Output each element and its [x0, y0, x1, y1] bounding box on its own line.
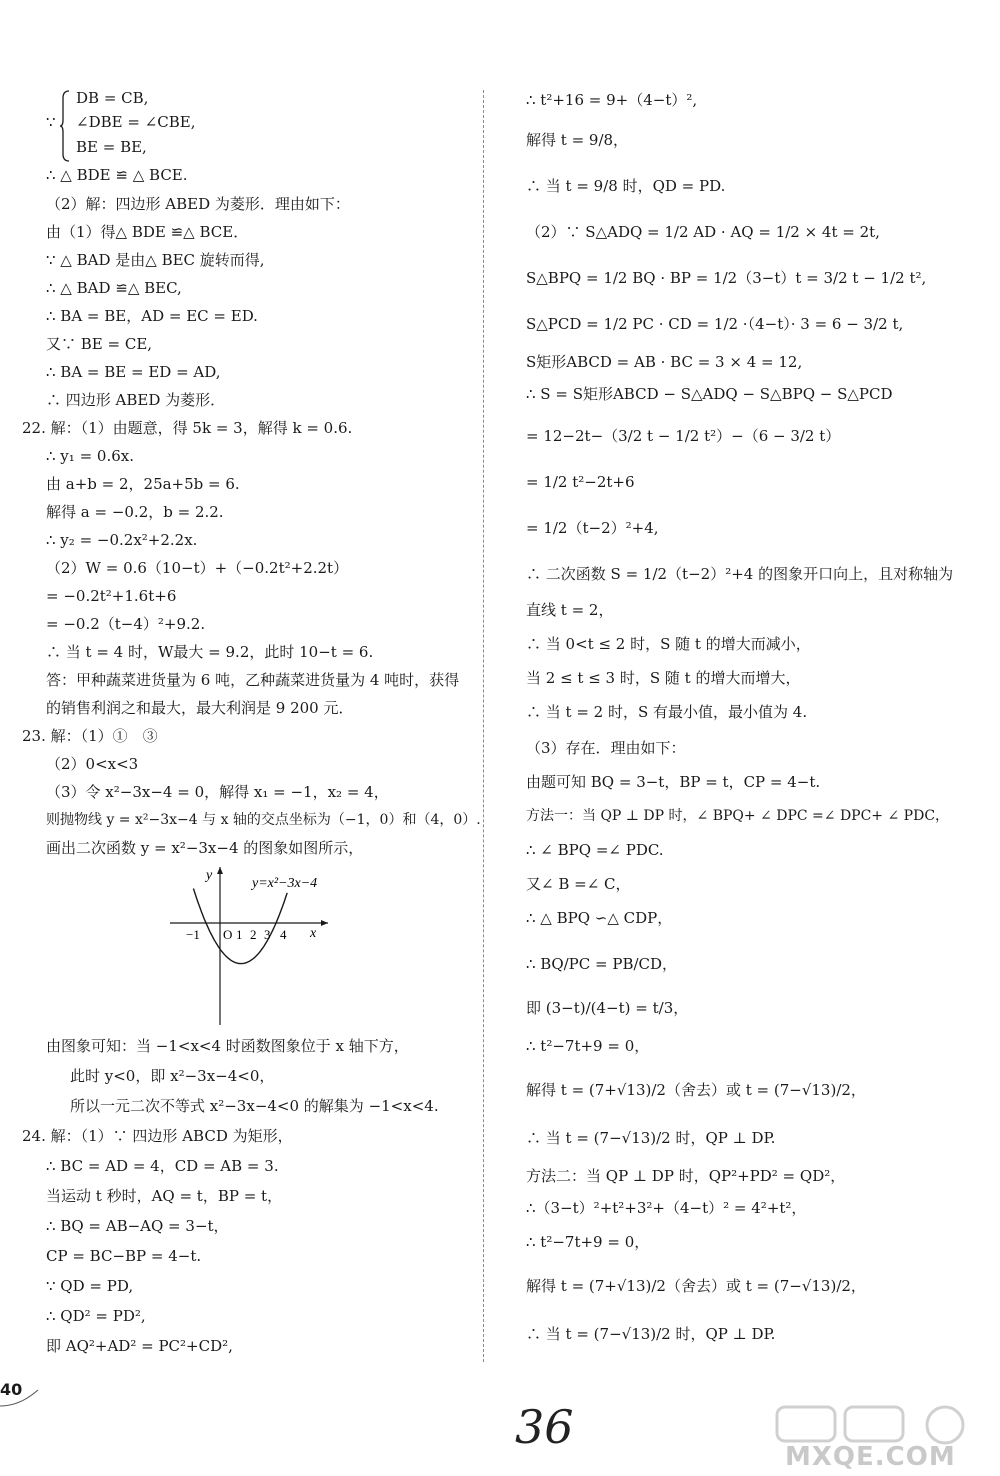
column-divider — [483, 90, 484, 1362]
right-line: 方法一：当 QP ⊥ DP 时，∠ BPQ+ ∠ DPC =∠ DPC+ ∠ PDC， — [526, 808, 950, 824]
left-line: ∴ BA = BE，AD = EC = ED. — [46, 307, 258, 325]
left-line: （2）W = 0.6（10−t）+（−0.2t²+2.2t） — [46, 559, 349, 577]
right-line: ∴（3−t）²+t²+3²+（4−t）² = 4²+t²， — [526, 1199, 807, 1217]
left-line: 答：甲种蔬菜进货量为 6 吨，乙种蔬菜进货量为 4 吨时，获得 — [46, 671, 460, 689]
left-line: 解得 a = −0.2，b = 2.2. — [46, 503, 224, 521]
left-line: ∵ △ BAD 是由△ BEC 旋转而得, — [46, 251, 265, 269]
left-line: ∴ BQ = AB−AQ = 3−t， — [46, 1217, 229, 1235]
tick-label: 1 — [236, 927, 243, 942]
left-line: ∵ — [46, 113, 56, 131]
left-line: ∴ y₂ = −0.2x²+2.2x. — [46, 531, 198, 549]
right-line: ∴ 当 t = 2 时，S 有最小值，最小值为 4. — [526, 703, 808, 721]
left-line: 由（1）得△ BDE ≌△ BCE． — [46, 223, 249, 241]
left-line: = −0.2（t−4）²+9.2. — [46, 615, 206, 633]
right-line: 当 2 ≤ t ≤ 3 时，S 随 t 的增大而增大， — [526, 669, 801, 687]
right-line: ∴ 当 0<t ≤ 2 时，S 随 t 的增大而减小， — [526, 635, 811, 653]
right-line: ∴ t²+16 = 9+（4−t）², — [526, 91, 698, 109]
right-line: = 1/2 t²−2t+6 — [526, 473, 635, 491]
system-brace — [60, 90, 70, 162]
right-line: ∴ 二次函数 S = 1/2（t−2）²+4 的图象开口向上，且对称轴为 — [526, 565, 954, 583]
right-line: 解得 t = 9/8， — [526, 131, 629, 149]
left-line: DB = CB, — [76, 89, 149, 107]
tick-label: 2 — [250, 927, 257, 942]
graph-title: y=x²−3x−4 — [252, 876, 318, 891]
tick-label: 3 — [264, 927, 271, 942]
right-line: 由题可知 BQ = 3−t，BP = t，CP = 4−t. — [526, 773, 821, 791]
left-line: （3）令 x²−3x−4 = 0，解得 x₁ = −1，x₂ = 4， — [46, 783, 389, 801]
right-line: ∴ t²−7t+9 = 0， — [526, 1037, 650, 1055]
right-line: ∴ 当 t = (7−√13)/2 时，QP ⊥ DP. — [526, 1129, 776, 1147]
right-line: ∴ t²−7t+9 = 0， — [526, 1233, 650, 1251]
left-line: = −0.2t²+1.6t+6 — [46, 587, 177, 605]
left-line: ∴ △ BAD ≌△ BEC, — [46, 279, 182, 297]
left-line: ∵ QD = PD, — [46, 1277, 134, 1295]
y-axis-label: y — [206, 868, 213, 883]
left-line: 则抛物线 y = x²−3x−4 与 x 轴的交点坐标为（−1，0）和（4，0）. — [46, 812, 481, 828]
right-line: （3）存在．理由如下： — [526, 739, 686, 757]
left-line: 当运动 t 秒时，AQ = t，BP = t， — [46, 1187, 283, 1205]
parabola-graph — [170, 865, 330, 1030]
left-line: ∴ 当 t = 4 时，W最大 = 9.2，此时 10−t = 6. — [46, 643, 374, 661]
right-line: 解得 t = (7+√13)/2（舍去）或 t = (7−√13)/2， — [526, 1277, 866, 1295]
left-line: 的销售利润之和最大，最大利润是 9 200 元． — [46, 699, 354, 717]
handwritten-page-number: 36 — [515, 1400, 574, 1454]
x-axis-label: x — [310, 926, 317, 941]
left-line: ∴ y₁ = 0.6x. — [46, 447, 134, 465]
left-line: BE = BE, — [76, 138, 147, 156]
left-line: 由图象可知：当 −1<x<4 时函数图象位于 x 轴下方， — [46, 1037, 409, 1055]
left-line: ∴ BA = BE = ED = AD, — [46, 363, 221, 381]
right-line: 解得 t = (7+√13)/2（舍去）或 t = (7−√13)/2， — [526, 1081, 866, 1099]
right-line: S矩形ABCD = AB · BC = 3 × 4 = 12, — [526, 353, 803, 371]
left-line: 此时 y<0，即 x²−3x−4<0， — [70, 1067, 275, 1085]
right-line: 方法二：当 QP ⊥ DP 时，QP²+PD² = QD²， — [526, 1167, 846, 1185]
right-line: ∴ ∠ BPQ =∠ PDC. — [526, 841, 664, 859]
left-line: 24. 解：（1）∵ 四边形 ABCD 为矩形， — [22, 1127, 293, 1145]
tick-label: O — [223, 927, 233, 942]
right-line: S△PCD = 1/2 PC · CD = 1/2 ·（4−t）· 3 = 6 − 3/2 t, — [526, 315, 904, 333]
right-line: = 1/2（t−2）²+4, — [526, 519, 659, 537]
left-line: 画出二次函数 y = x²−3x−4 的图象如图所示， — [46, 839, 364, 857]
page-number: 40 — [0, 1380, 23, 1399]
right-line: ∴ 当 t = 9/8 时，QD = PD. — [526, 177, 726, 195]
right-line: ∴ 当 t = (7−√13)/2 时，QP ⊥ DP. — [526, 1325, 776, 1343]
left-line: （2）0<x<3 — [46, 755, 139, 773]
left-line: ∴ QD² = PD², — [46, 1307, 146, 1325]
left-line: 即 AQ²+AD² = PC²+CD², — [46, 1337, 233, 1355]
watermark-url: MXQE.COM — [785, 1442, 956, 1472]
left-line: ∴ BC = AD = 4，CD = AB = 3. — [46, 1157, 279, 1175]
left-line: ∴ △ BDE ≌ △ BCE. — [46, 166, 188, 184]
right-line: ∴ BQ/PC = PB/CD， — [526, 955, 678, 973]
right-line: = 12−2t−（3/2 t − 1/2 t²）−（6 − 3/2 t） — [526, 427, 841, 445]
left-line: 又∵ BE = CE, — [46, 335, 153, 353]
left-line: 由 a+b = 2，25a+5b = 6. — [46, 475, 240, 493]
tick-label: 4 — [280, 927, 287, 942]
right-line: （2）∵ S△ADQ = 1/2 AD · AQ = 1/2 × 4t = 2t, — [526, 223, 880, 241]
left-line: 23. 解：（1）① ③ — [22, 727, 158, 745]
right-line: 即 (3−t)/(4−t) = t/3， — [526, 999, 689, 1017]
right-line: ∴ S = S矩形ABCD − S△ADQ − S△BPQ − S△PCD — [526, 385, 893, 403]
left-line: ∴ 四边形 ABED 为菱形． — [46, 391, 226, 409]
left-line: 所以一元二次不等式 x²−3x−4<0 的解集为 −1<x<4. — [70, 1097, 439, 1115]
right-line: ∴ △ BPQ ∽△ CDP， — [526, 909, 673, 927]
right-line: 又∠ B =∠ C， — [526, 875, 631, 893]
right-line: S△BPQ = 1/2 BQ · BP = 1/2（3−t）t = 3/2 t − 1/2 t², — [526, 269, 927, 287]
left-line: ∠DBE = ∠CBE, — [76, 113, 196, 131]
left-line: （2）解：四边形 ABED 为菱形．理由如下： — [46, 195, 350, 213]
left-line: CP = BC−BP = 4−t. — [46, 1247, 202, 1265]
right-line: 直线 t = 2， — [526, 601, 614, 619]
tick-label: −1 — [186, 927, 200, 942]
left-line: 22. 解：（1）由题意，得 5k = 3，解得 k = 0.6. — [22, 419, 353, 437]
